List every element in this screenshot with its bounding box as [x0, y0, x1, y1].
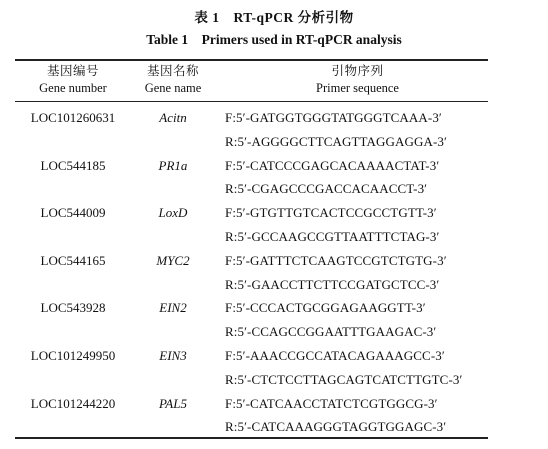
gene-name-cell: MYC2 [156, 252, 190, 268]
header-gene-number-en: Gene number [39, 81, 107, 95]
gene-name-cell: LoxD [158, 205, 188, 221]
gene-number-cell: LOC544165 [40, 252, 106, 268]
forward-primer-cell: F:5′-CCCACTGCGGAGAAGGTT-3′ [225, 300, 426, 316]
reverse-primer-cell: R:5′-CATCAAAGGGTAGGTGGAGC-3′ [225, 419, 447, 435]
header-gene-number [18, 63, 128, 97]
header-gene-name-en: Gene name [144, 81, 202, 95]
gene-number-cell: LOC544009 [40, 205, 106, 221]
reverse-primer-cell: R:5′-CTCTCCTTAGCAGTCATCTTGTC-3′ [225, 371, 463, 387]
gene-name-cell: EIN3 [159, 348, 187, 363]
reverse-primer-cell: R:5′-AGGGGCTTCAGTTAGGAGGA-3′ [225, 133, 447, 149]
gene-number-cell: LOC543928 [40, 300, 106, 316]
table-header-rule [15, 101, 488, 102]
table-bottom-rule [15, 437, 488, 439]
gene-number-cell: LOC101260631 [30, 110, 116, 125]
reverse-primer-cell: R:5′-GCCAAGCCGTTAATTTCTAG-3′ [225, 229, 440, 244]
header-gene-number-cn: 基因编号 [46, 64, 99, 78]
reverse-primer-cell: R:5′-CGAGCCCGACCACAACCT-3′ [225, 181, 428, 197]
gene-name-cell: EIN2 [159, 300, 187, 316]
table-title-en: Table 1 Primers used in RT-qPCR analysis [146, 32, 402, 47]
reverse-primer-cell: R:5′-CCAGCCGGAATTTGAAGAC-3′ [225, 324, 437, 340]
table-title-cn: 表 1 RT-qPCR 分析引物 [194, 10, 354, 25]
reverse-primer-cell: R:5′-GAACCTTCTTCCGATGCTCC-3′ [225, 276, 440, 292]
gene-name-cell: Acitn [159, 110, 187, 125]
gene-name-cell: PAL5 [159, 395, 187, 411]
forward-primer-cell: F:5′-GTGTTGTCACTCCGCCTGTT-3′ [225, 205, 437, 221]
gene-number-cell: LOC101244220 [30, 395, 116, 411]
gene-name-cell: PR1a [158, 157, 188, 173]
table-top-rule [15, 59, 488, 61]
gene-number-cell: LOC544185 [40, 157, 106, 173]
forward-primer-cell: F:5′-GATTTCTCAAGTCCGTCTGTG-3′ [225, 252, 447, 268]
header-primer-sequence [225, 63, 490, 97]
gene-number-cell: LOC101249950 [30, 348, 116, 363]
header-primer-cn: 引物序列 [331, 64, 384, 78]
forward-primer-cell: F:5′-CATCCCGAGCACAAAACTAT-3′ [225, 157, 440, 173]
forward-primer-cell: F:5′-GATGGTGGGTATGGGTCAAA-3′ [225, 110, 442, 125]
forward-primer-cell: F:5′-AAACCGCCATACAGAAAGCC-3′ [225, 348, 445, 363]
header-gene-name-cn: 基因名称 [146, 64, 199, 78]
header-primer-en: Primer sequence [316, 81, 399, 95]
forward-primer-cell: F:5′-CATCAACCTATCTCGTGGCG-3′ [225, 395, 438, 411]
header-gene-name [127, 63, 219, 97]
